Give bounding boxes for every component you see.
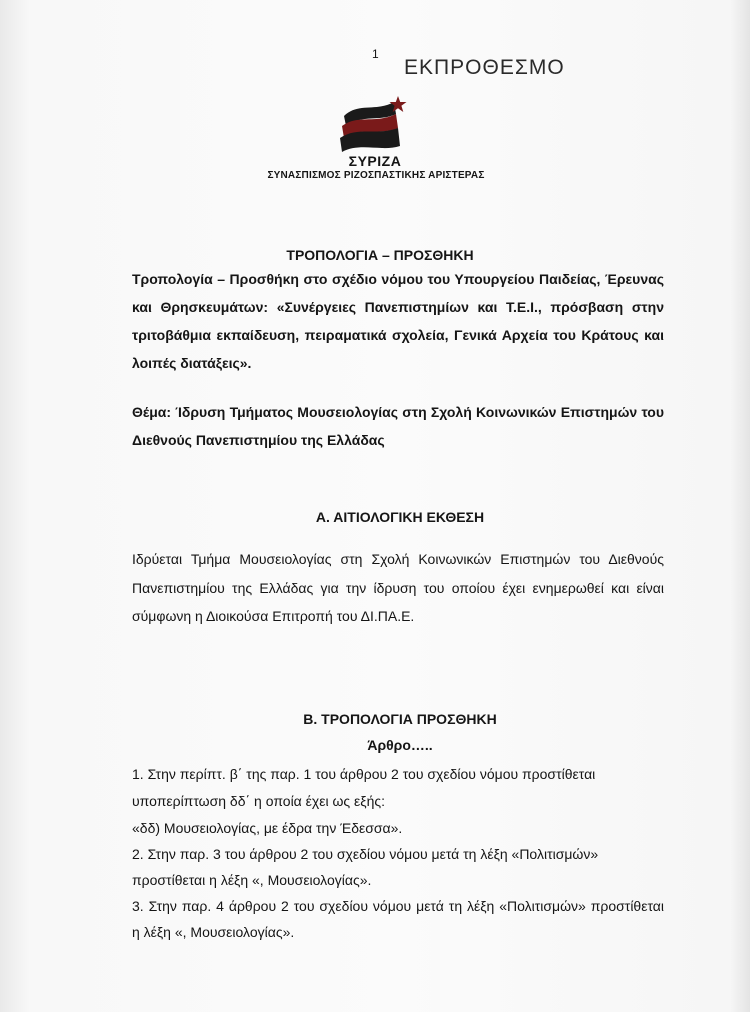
intro-line: τριτοβάθμια εκπαίδευση, πειραματικά σχολεία, Γενικά Αρχεία του Κράτους και: [132, 327, 664, 343]
section-a-line: Ιδρύεται Τμήμα Μουσειολογίας στη Σχολή Κοινωνικών Επιστημών του Διεθνούς: [132, 551, 664, 567]
logo-party-full-name: ΣΥΝΑΣΠΙΣΜΟΣ ΡΙΖΟΣΠΑΣΤΙΚΗΣ ΑΡΙΣΤΕΡΑΣ: [267, 170, 485, 181]
section-a-line: σύμφωνη η Διοικούσα Επιτροπή του ΔΙ.ΠΑ.Ε.: [132, 608, 415, 624]
section-a-line: Πανεπιστημίου της Ελλάδας για την ίδρυση του οποίου έχει ενημερωθεί και είναι: [132, 580, 664, 596]
late-submission-stamp: ΕΚΠΡΟΘΕΣΜΟ: [404, 56, 565, 79]
section-b-line: 3. Στην παρ. 4 άρθρου 2 του σχεδίου νόμου μετά τη λέξη «Πολιτισμών» προστίθεται: [132, 898, 664, 914]
section-b-line: 1. Στην περίπτ. β΄ της παρ. 1 του άρθρου 2 του σχεδίου νόμου προστίθεται: [132, 766, 596, 782]
logo-party-name: ΣΥΡΙΖΑ: [348, 153, 402, 169]
document-title: ΤΡΟΠΟΛΟΓΙΑ – ΠΡΟΣΘΗΚΗ: [286, 247, 474, 263]
article-heading: Άρθρο…..: [367, 737, 433, 753]
intro-line: και Θρησκευμάτων: «Συνέργειες Πανεπιστημίων και Τ.Ε.Ι., πρόσβαση στην: [132, 299, 664, 315]
section-b-line: «δδ) Μουσειολογίας, με έδρα την Έδεσσα».: [132, 820, 403, 836]
section-b-line: 2. Στην παρ. 3 του άρθρου 2 του σχεδίου νόμου μετά τη λέξη «Πολιτισμών»: [132, 846, 599, 862]
section-b-line: προστίθεται η λέξη «, Μουσειολογίας».: [132, 872, 372, 888]
section-a-heading: Α. ΑΙΤΙΟΛΟΓΙΚΗ ΕΚΘΕΣΗ: [315, 509, 485, 525]
page-number: 1: [372, 47, 379, 61]
intro-line: Τροπολογία – Προσθήκη στο σχέδιο νόμου του Υπουργείου Παιδείας, Έρευνας: [132, 271, 664, 287]
subject-line: Θέμα: Ίδρυση Τμήματος Μουσειολογίας στη Σχολή Κοινωνικών Επιστημών του: [132, 404, 664, 420]
subject-line: Διεθνούς Πανεπιστημίου της Ελλάδας: [132, 432, 385, 448]
section-b-line: υποπερίπτωση δδ΄ η οποία έχει ως εξής:: [132, 793, 385, 809]
syriza-flag-logo: [336, 94, 412, 154]
section-b-heading: Β. ΤΡΟΠΟΛΟΓΙΑ ΠΡΟΣΘΗΚΗ: [303, 711, 497, 727]
section-b-line: η λέξη «, Μουσειολογίας».: [132, 924, 295, 940]
intro-line: λοιπές διατάξεις».: [132, 355, 252, 371]
